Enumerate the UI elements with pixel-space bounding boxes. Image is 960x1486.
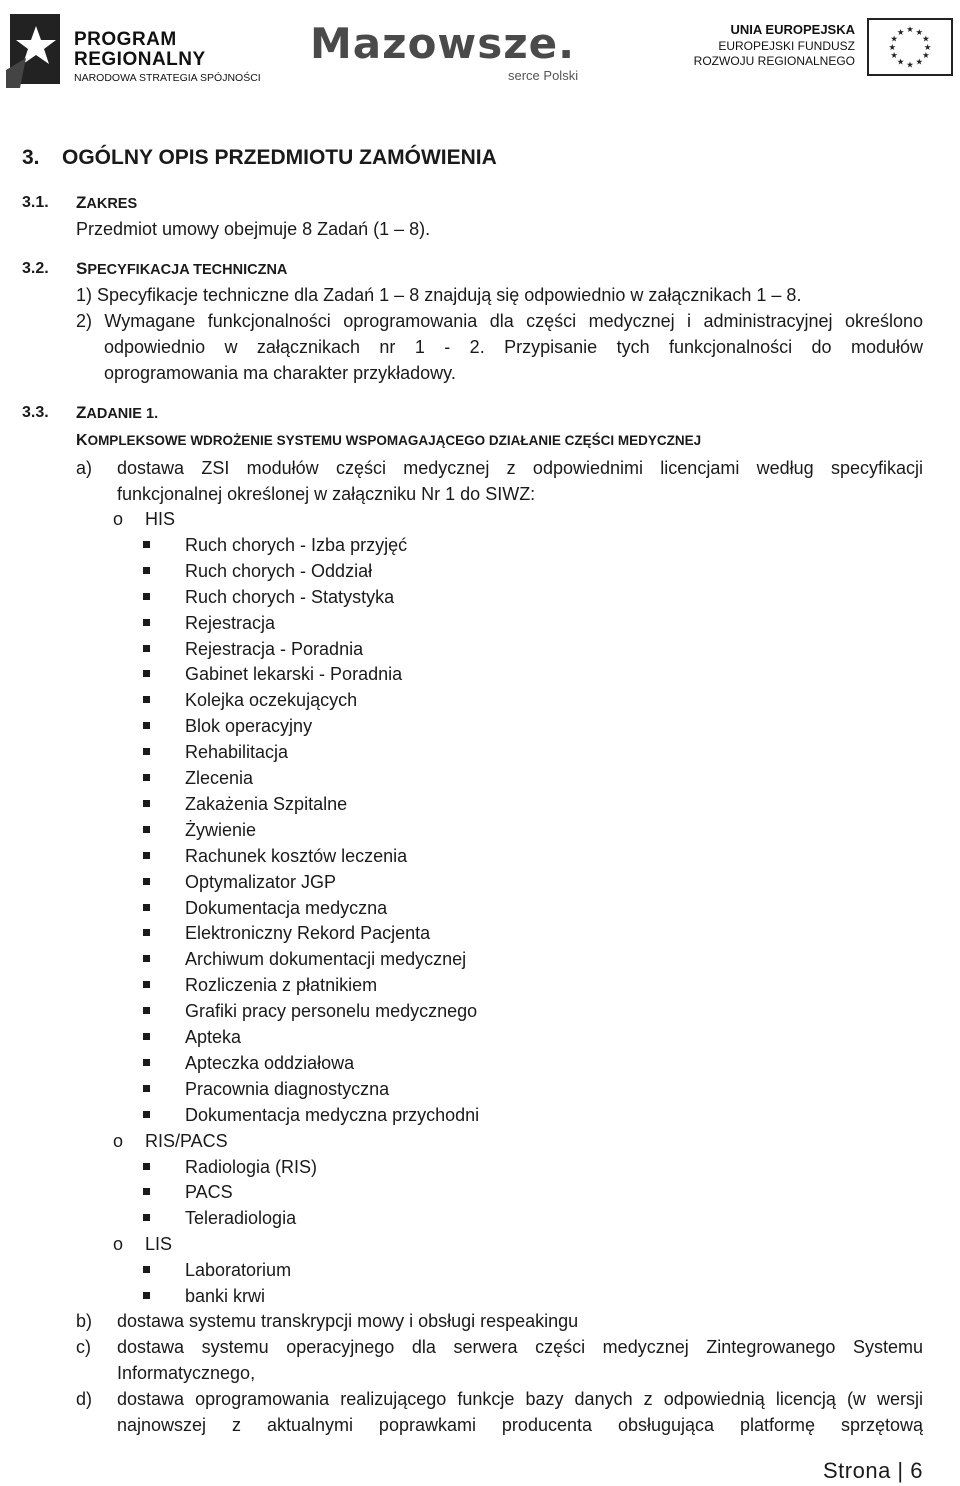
item-a-line2: funkcjonalnej określonej w załączniku Nr 1 do SIWZ: xyxy=(117,484,536,504)
square-bullet-icon xyxy=(143,1085,150,1092)
module-item: Żywienie xyxy=(185,819,257,840)
module-item: Ruch chorych - Izba przyjęć xyxy=(185,534,408,555)
module-item: Ruch chorych - Oddział xyxy=(185,560,373,581)
module-item: Elektroniczny Rekord Pacjenta xyxy=(185,923,431,944)
svg-text:★: ★ xyxy=(922,33,930,44)
square-bullet-icon xyxy=(143,904,150,911)
item-c-label: c) xyxy=(76,1337,91,1357)
item-d-label: d) xyxy=(76,1389,93,1409)
module-item: Blok operacyjny xyxy=(185,716,313,737)
group-marker: o xyxy=(113,509,124,529)
mazowsze-logo xyxy=(310,19,610,92)
logo-right-line1: UNIA EUROPEJSKA xyxy=(730,22,855,37)
group-name: RIS/PACS xyxy=(145,1130,228,1151)
module-item: Apteka xyxy=(185,1027,242,1047)
group-name: LIS xyxy=(145,1234,173,1255)
module-item: Rachunek kosztów leczenia xyxy=(185,845,408,866)
svg-text:★: ★ xyxy=(922,50,930,61)
s32-item1: 1) Specyfikacje techniczne dla Zadań 1 – 8 znajdują się odpowiednio w załącznikach 1 – 8. xyxy=(76,285,802,305)
item-b-label: b) xyxy=(76,1311,93,1331)
square-bullet-icon xyxy=(143,567,150,574)
s33-number: 3.3. xyxy=(22,404,49,421)
s32-item2-line1: 2) Wymagane funkcjonalności oprogramowania dla części medycznej i administracyjnej określono xyxy=(76,311,923,331)
logo-right-line2: EUROPEJSKI FUNDUSZ xyxy=(718,39,855,53)
item-b-text: dostawa systemu transkrypcji mowy i obsługi respeakingu xyxy=(117,1311,579,1331)
module-item: Rejestracja xyxy=(185,612,276,633)
s32-item2-line3: oprogramowania ma charakter przykładowy. xyxy=(104,363,456,383)
s33-title: ZADANIE 1. xyxy=(76,403,159,422)
square-bullet-icon xyxy=(143,722,150,729)
square-bullet-icon xyxy=(143,1059,150,1066)
module-item: Rejestracja - Poradnia xyxy=(185,638,364,659)
square-bullet-icon xyxy=(143,645,150,652)
square-bullet-icon xyxy=(143,1111,150,1118)
item-a-label: a) xyxy=(76,458,93,478)
square-bullet-icon xyxy=(143,1163,150,1170)
page-header xyxy=(0,0,960,100)
logo-left-line2: REGIONALNY xyxy=(74,49,206,70)
module-item: Pracownia diagnostyczna xyxy=(185,1078,390,1099)
group-marker: o xyxy=(113,1234,124,1255)
module-item: Apteczka oddziałowa xyxy=(185,1052,355,1073)
s31-text: Przedmiot umowy obejmuje 8 Zadań (1 – 8). xyxy=(76,219,431,239)
s32-title: SPECYFIKACJA TECHNICZNA xyxy=(76,259,288,278)
square-bullet-icon xyxy=(143,1214,150,1221)
square-bullet-icon xyxy=(143,800,150,807)
logo-right-line3: ROZWOJU REGIONALNEGO xyxy=(693,54,855,68)
svg-text:★: ★ xyxy=(890,33,898,44)
module-item: Rozliczenia z płatnikiem xyxy=(185,975,378,996)
logo-center-word: Mazowsze. xyxy=(310,19,576,68)
svg-text:★: ★ xyxy=(896,26,905,37)
module-item: Dokumentacja medyczna przychodni xyxy=(185,1104,480,1125)
item-c-line1: dostawa systemu operacyjnego dla serwera części medycznej Zintegrowanego Systemu xyxy=(117,1337,923,1357)
square-bullet-icon xyxy=(143,1033,150,1040)
svg-text:★: ★ xyxy=(915,26,924,37)
eu-logo xyxy=(693,18,955,82)
module-item: Archiwum dokumentacji medycznej xyxy=(185,949,467,970)
square-bullet-icon xyxy=(143,1188,150,1195)
program-regionalny-logo xyxy=(6,10,261,88)
svg-text:★: ★ xyxy=(915,56,924,67)
module-item: Ruch chorych - Statystyka xyxy=(185,586,395,607)
square-bullet-icon xyxy=(143,593,150,600)
square-bullet-icon xyxy=(143,852,150,859)
group-marker: o xyxy=(113,1130,124,1151)
square-bullet-icon xyxy=(143,696,150,703)
module-item: Zakażenia Szpitalne xyxy=(185,793,348,814)
module-item: Optymalizator JGP xyxy=(185,871,337,892)
square-bullet-icon xyxy=(143,1292,150,1299)
module-item: Gabinet lekarski - Poradnia xyxy=(185,664,403,685)
s31-title: ZAKRES xyxy=(76,193,138,212)
item-c-line2: Informatycznego, xyxy=(117,1363,256,1383)
group-name: HIS xyxy=(145,509,176,529)
square-bullet-icon xyxy=(143,774,150,781)
s32-item2-line2: odpowiednio w załącznikach nr 1 - 2. Przypisanie tych funkcjonalności do modułów xyxy=(104,337,923,357)
svg-text:★: ★ xyxy=(906,59,914,70)
module-item: Radiologia (RIS) xyxy=(185,1156,318,1177)
item-d-line2: najnowszej z aktualnymi poprawkami producenta obsługująca platformę sprzętową xyxy=(117,1415,923,1435)
square-bullet-icon xyxy=(143,541,150,548)
module-item: banki krwi xyxy=(185,1286,266,1306)
square-bullet-icon xyxy=(143,1266,150,1273)
square-bullet-icon xyxy=(143,1007,150,1014)
square-bullet-icon xyxy=(143,878,150,885)
section-number: 3. xyxy=(22,146,40,169)
eu-flag-icon xyxy=(867,18,953,76)
s31-number: 3.1. xyxy=(22,194,49,211)
item-a-line1: dostawa ZSI modułów części medycznej z odpowiednimi licencjami według specyfikacji xyxy=(117,458,923,478)
svg-text:★: ★ xyxy=(923,41,932,52)
module-item: Zlecenia xyxy=(185,768,254,788)
square-bullet-icon xyxy=(143,670,150,677)
svg-text:★: ★ xyxy=(888,41,897,52)
module-item: Rehabilitacja xyxy=(185,742,289,763)
svg-text:★: ★ xyxy=(906,24,914,35)
square-bullet-icon xyxy=(143,981,150,988)
module-item: Kolejka oczekujących xyxy=(185,690,358,711)
module-item: PACS xyxy=(185,1182,233,1203)
square-bullet-icon xyxy=(143,619,150,626)
star-figure-icon xyxy=(6,10,68,88)
square-bullet-icon xyxy=(143,826,150,833)
module-item: Grafiki pracy personelu medycznego xyxy=(185,1001,478,1022)
logo-left-line3: NARODOWA STRATEGIA SPÓJNOŚCI xyxy=(74,72,261,84)
square-bullet-icon xyxy=(143,955,150,962)
svg-text:★: ★ xyxy=(896,56,905,67)
s32-number: 3.2. xyxy=(22,260,49,277)
s33-subtitle: KOMPLEKSOWE WDROŻENIE SYSTEMU WSPOMAGAJĄCEGO DZIAŁANIE CZĘŚCI MEDYCZNEJ xyxy=(76,432,702,449)
square-bullet-icon xyxy=(143,748,150,755)
logo-center-sub: serce Polski xyxy=(508,68,579,83)
module-item: Laboratorium xyxy=(185,1260,292,1281)
square-bullet-icon xyxy=(143,929,150,936)
module-item: Dokumentacja medyczna xyxy=(185,897,388,918)
item-d-line1: dostawa oprogramowania realizującego funkcje bazy danych z odpowiednią licencją (w wersji xyxy=(117,1389,923,1409)
page-number: Strona | 6 xyxy=(823,1458,923,1483)
section-title: OGÓLNY OPIS PRZEDMIOTU ZAMÓWIENIA xyxy=(62,146,497,169)
logo-left-line1: PROGRAM xyxy=(74,29,177,50)
svg-text:★: ★ xyxy=(890,50,898,61)
module-item: Teleradiologia xyxy=(185,1208,297,1229)
